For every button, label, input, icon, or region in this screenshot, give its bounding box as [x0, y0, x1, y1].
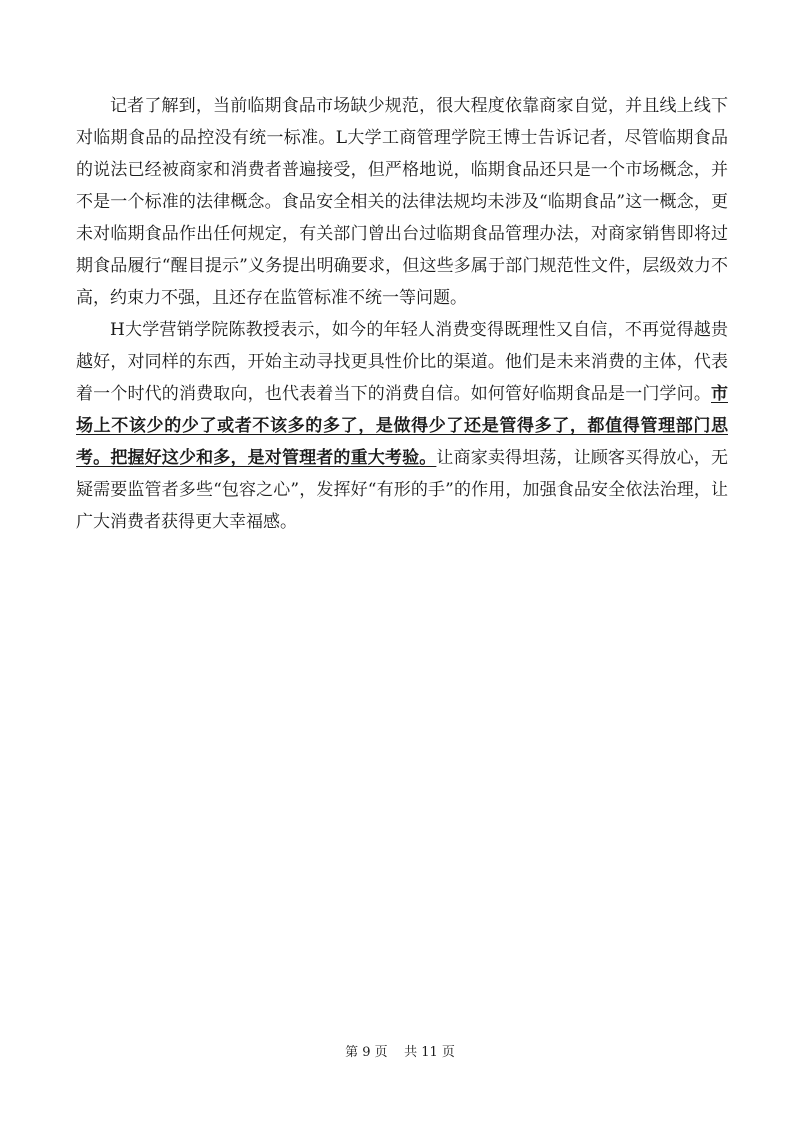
page-number-label: 第 9 页 共 11 页: [345, 1045, 455, 1060]
page-footer: [0, 1044, 800, 1062]
paragraph-2-text-after: 让商家卖得坦荡，让顾客买得放心，无疑需要监管者多些“包容之心”，发挥好“有形的手”的作用，加强食品安全依法治理，让广大消费者获得更大幸福感。: [76, 448, 729, 532]
document-body: [76, 90, 728, 538]
paragraph-2-emphasized-text: 市场上不该少的少了或者不该多的多了，是做得少了还是管得多了，都值得管理部门思考。把握好这少和多，是对管理者的重大考验。: [76, 384, 728, 468]
paragraph-1-text: 记者了解到，当前临期食品市场缺少规范，很大程度依靠商家自觉，并且线上线下对临期食品的品控没有统一标准。L大学工商管理学院王博士告诉记者，尽管临期食品的说法已经被商家和消费者普遍接受，但严格地说，临期食品还只是一个市场概念，并不是一个标准的法律概念。食品安全相关的法律法规均未涉及“临期食品”这一概念，更未对临期食品作出任何规定，有关部门曾出台过临期食品管理办法，对商家销售即将过期食品履行“醒目提示”义务提出明确要求，但这些多属于部门规范性文件，层级效力不高，约束力不强，且还存在监管标准不统一等问题。: [76, 96, 728, 308]
paragraph-1: [76, 90, 728, 314]
paragraph-2: [76, 314, 728, 538]
paragraph-2-text-before: H大学营销学院陈教授表示，如今的年轻人消费变得既理性又自信，不再觉得越贵越好，对同样的东西，开始主动寻找更具性价比的渠道。他们是未来消费的主体，代表着一个时代的消费取向，也代表着当下的消费自信。如何管好临期食品是一门学问。: [76, 320, 728, 404]
